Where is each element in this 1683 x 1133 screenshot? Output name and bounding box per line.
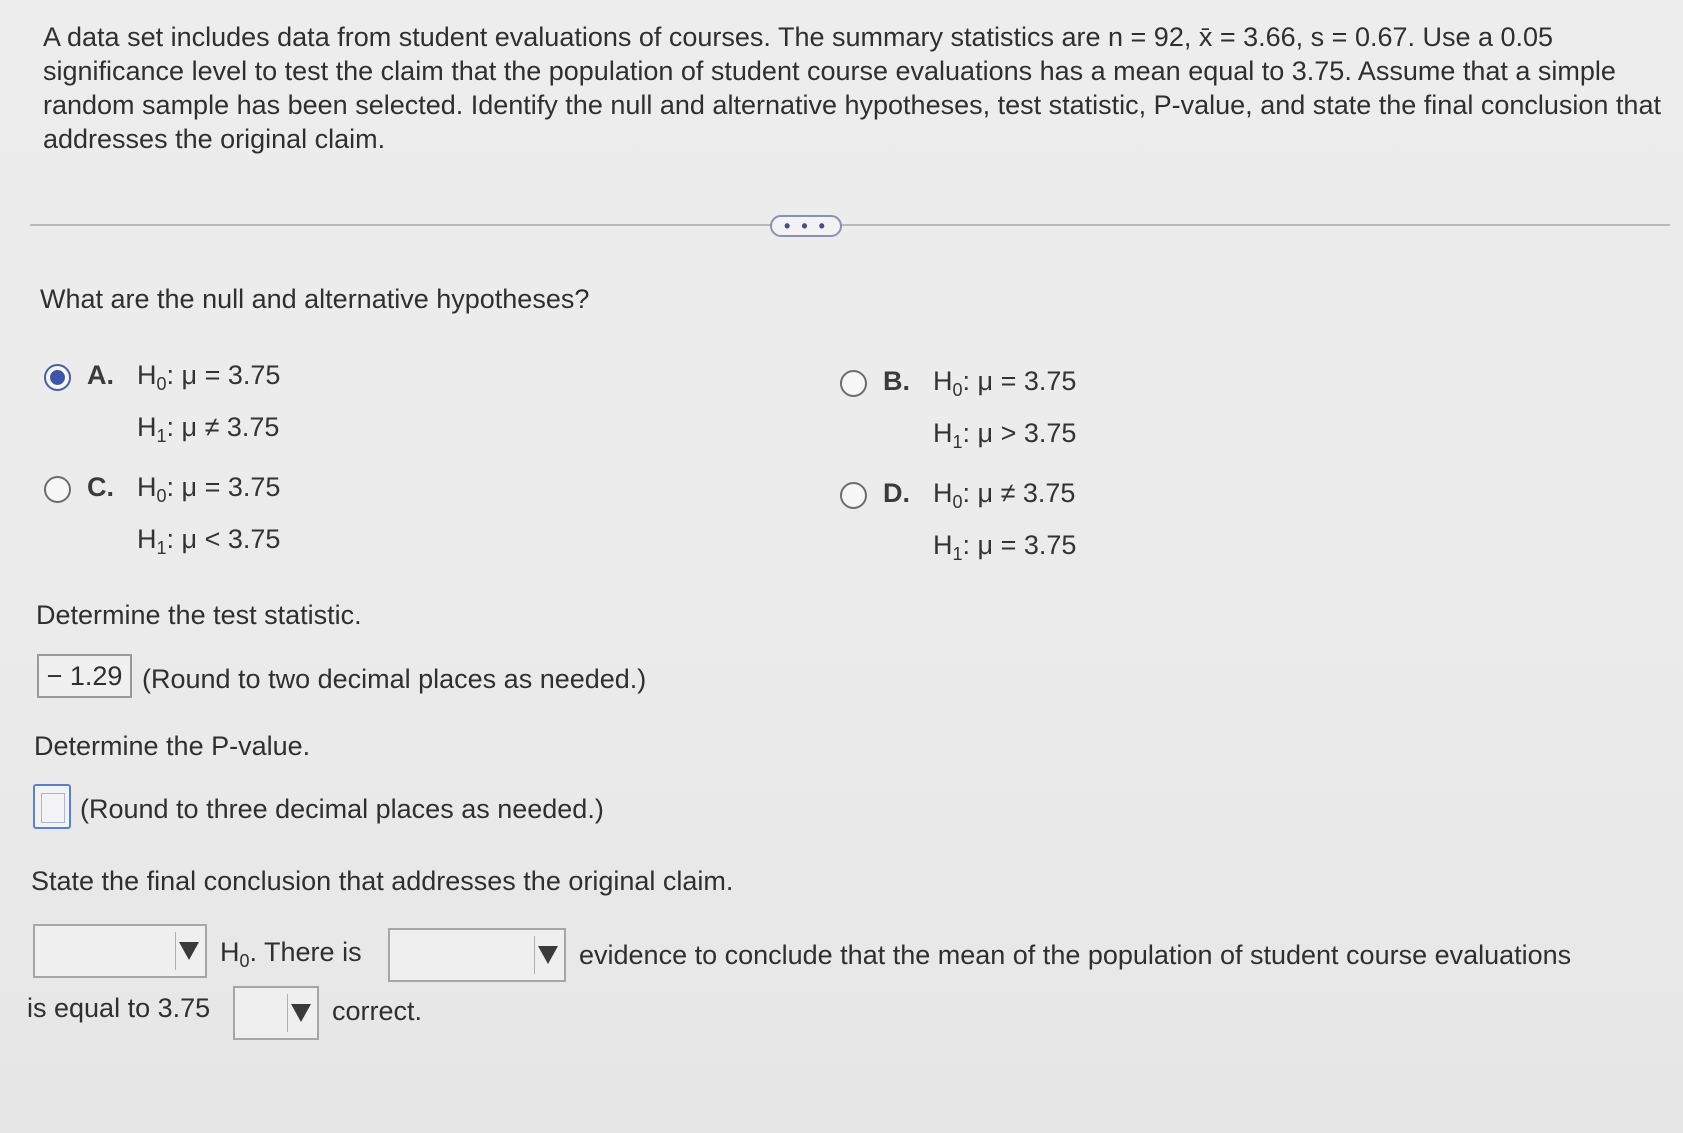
conclusion-correct-text: correct. xyxy=(332,996,423,1026)
section-divider xyxy=(30,224,1670,226)
expand-more-button[interactable]: • • • xyxy=(770,215,842,237)
test-statistic-answer[interactable]: − 1.29 xyxy=(37,654,132,698)
chevron-down-icon xyxy=(175,932,201,970)
radio-b[interactable] xyxy=(840,370,867,397)
hypotheses-question: What are the null and alternative hypotheses? xyxy=(40,284,590,314)
reject-decision-dropdown[interactable] xyxy=(33,924,207,978)
option-a-letter: A. xyxy=(87,360,114,390)
conclusion-h0-text: $H_0$. There is xyxy=(220,937,362,971)
option-b-letter: B. xyxy=(883,366,910,396)
claim-status-dropdown[interactable] xyxy=(233,986,319,1040)
p-value-input[interactable] xyxy=(33,784,71,829)
radio-c[interactable] xyxy=(44,476,71,503)
conclusion-question: State the final conclusion that addresses the original claim. xyxy=(31,866,734,896)
option-b-h1: $H_1$: μ > 3.75 xyxy=(933,418,1077,452)
option-d-h0: $H_0$: μ ≠ 3.75 xyxy=(933,478,1076,512)
test-statistic-question: Determine the test statistic. xyxy=(36,600,362,630)
option-d-h1: $H_1$: μ = 3.75 xyxy=(933,530,1077,564)
test-statistic-hint: (Round to two decimal places as needed.) xyxy=(142,664,647,694)
option-a-hypotheses xyxy=(137,354,280,458)
option-a-h1: $H_1$: μ ≠ 3.75 xyxy=(137,412,280,446)
chevron-down-icon xyxy=(534,936,560,974)
option-c-h1: $H_1$: μ < 3.75 xyxy=(137,524,281,558)
option-b[interactable] xyxy=(840,366,1076,464)
evidence-level-dropdown[interactable] xyxy=(388,928,566,982)
problem-statement: A data set includes data from student evaluations of courses. The summary statistics are n = 92, x̄ = 3.66, s = 0.67. Use a 0.05 significance level to test the claim that the population of student course evaluations has a mean equal to 3.75. Assume that a simple random sample has been selected. Identify the null and alternative hypotheses, test statistic, P-value, and state the final conclusion that addresses the original claim. xyxy=(43,22,1661,154)
radio-a[interactable] xyxy=(44,364,71,391)
option-a[interactable] xyxy=(44,360,280,458)
option-d[interactable] xyxy=(840,478,1076,576)
option-b-hypotheses xyxy=(933,360,1076,464)
p-value-question: Determine the P-value. xyxy=(34,731,311,761)
radio-d[interactable] xyxy=(840,482,867,509)
option-a-h0: $H_0$: μ = 3.75 xyxy=(137,360,281,394)
radio-selected-dot xyxy=(50,370,65,385)
chevron-down-icon xyxy=(287,994,313,1032)
option-c-h0: $H_0$: μ = 3.75 xyxy=(137,472,281,506)
option-b-h0: $H_0$: μ = 3.75 xyxy=(933,366,1077,400)
option-d-letter: D. xyxy=(883,478,910,508)
p-value-hint: (Round to three decimal places as needed.) xyxy=(80,794,604,824)
option-c-letter: C. xyxy=(87,472,114,502)
conclusion-evidence-text: evidence to conclude that the mean of the population of student course evaluations xyxy=(579,940,1572,970)
option-c-hypotheses xyxy=(137,466,280,570)
option-c[interactable] xyxy=(44,472,280,570)
conclusion-is-equal-text: is equal to 3.75 xyxy=(27,993,211,1023)
option-d-hypotheses xyxy=(933,472,1076,576)
